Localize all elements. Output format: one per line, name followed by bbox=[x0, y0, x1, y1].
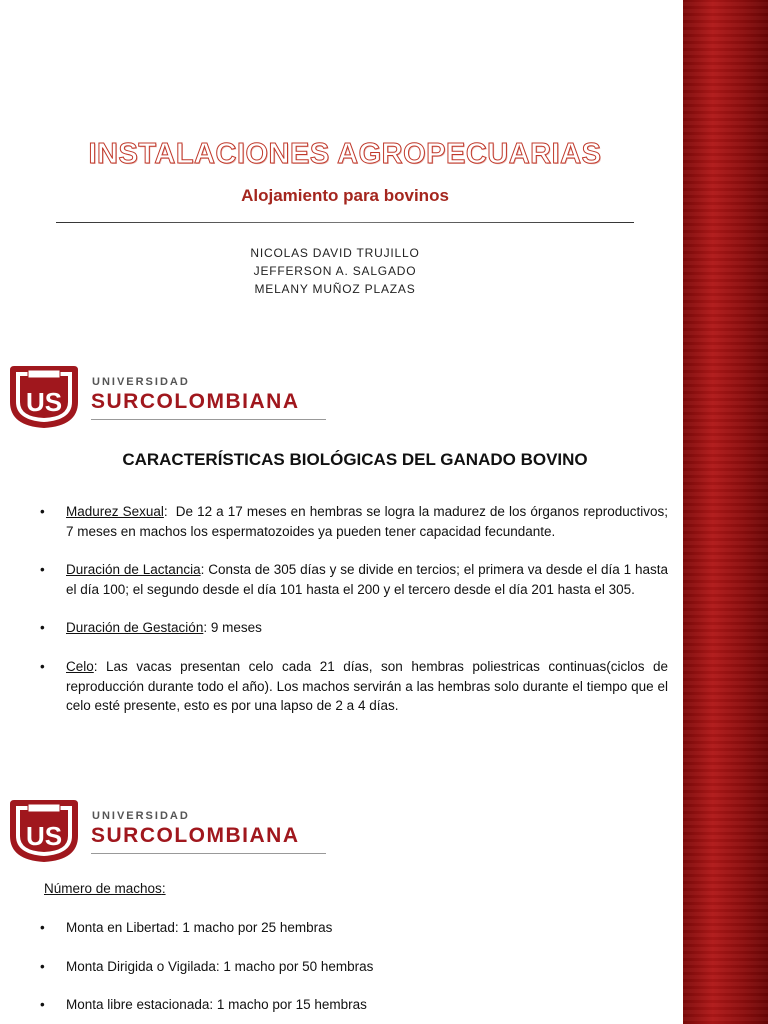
machos-heading bbox=[44, 881, 166, 896]
list-item bbox=[40, 995, 668, 1015]
item-term: Duración de Lactancia bbox=[66, 562, 201, 578]
item-text: De 12 a 17 meses en hembras se logra la madurez de los órganos reproductivos; 7 meses en machos los espermatozoides ya pueden tener capacidad fecundante. bbox=[66, 504, 672, 539]
university-emblem-icon bbox=[4, 362, 84, 432]
list-item bbox=[40, 618, 668, 638]
item-text: Monta en Libertad: 1 macho por 25 hembras bbox=[66, 920, 333, 935]
item-sep: : bbox=[203, 620, 208, 636]
logo-surcolombiana-text: SURCOLOMBIANA bbox=[91, 824, 300, 847]
item-sep: : bbox=[200, 562, 205, 578]
author-name: NICOLAS DAVID TRUJILLO bbox=[250, 246, 420, 260]
item-term: Celo bbox=[66, 658, 94, 674]
item-text: Las vacas presentan celo cada 21 días, son hembras poliestricas continuas(ciclos de reproducción durante todo el año). Los machos servirán a las hembras solo durante el tiempo que el celo esté presente, esto es por una lapso de 2 a 4 días. bbox=[66, 658, 668, 714]
logo-underline bbox=[91, 419, 326, 420]
university-logo bbox=[4, 362, 334, 432]
emblem-letters: US bbox=[25, 821, 63, 851]
item-term: Duración de Gestación bbox=[66, 620, 204, 636]
page-subtitle: Alojamiento para bovinos bbox=[241, 186, 449, 205]
bullet-icon: • bbox=[40, 658, 45, 674]
item-text: 9 meses bbox=[207, 620, 262, 636]
bullet-icon: • bbox=[40, 958, 45, 974]
bullet-icon: • bbox=[40, 620, 45, 636]
item-text: Monta Dirigida o Vigilada: 1 macho por 50 hembras bbox=[66, 958, 374, 974]
bullet-icon: • bbox=[40, 562, 45, 578]
characteristics-list bbox=[40, 502, 672, 716]
item-sep: : bbox=[93, 658, 98, 674]
bullet-icon: • bbox=[40, 504, 45, 519]
logo-universidad-text: UNIVERSIDAD bbox=[92, 376, 190, 388]
university-logo bbox=[4, 796, 334, 866]
author-name: MELANY MUÑOZ PLAZAS bbox=[254, 282, 416, 296]
machos-heading-text: Número de machos bbox=[44, 881, 162, 896]
title-divider bbox=[56, 222, 634, 223]
bullet-icon: • bbox=[40, 920, 45, 935]
university-emblem-icon bbox=[4, 796, 84, 866]
list-item bbox=[40, 657, 668, 716]
logo-surcolombiana-text: SURCOLOMBIANA bbox=[91, 390, 300, 413]
authors-list bbox=[0, 244, 670, 298]
machos-list bbox=[40, 918, 668, 1015]
list-item bbox=[40, 918, 668, 938]
item-term: Madurez Sexual bbox=[66, 504, 164, 519]
list-item bbox=[40, 957, 668, 977]
section-title: CARACTERÍSTICAS BIOLÓGICAS DEL GANADO BOVINO bbox=[122, 450, 588, 469]
list-item bbox=[40, 560, 668, 599]
item-text: Monta libre estacionada: 1 macho por 15 hembras bbox=[66, 997, 367, 1013]
item-sep: : bbox=[163, 504, 168, 519]
page-title: INSTALACIONES AGROPECUARIAS bbox=[88, 138, 602, 170]
author-name: JEFFERSON A. SALGADO bbox=[253, 264, 417, 278]
list-item bbox=[40, 502, 672, 541]
item-text: Consta de 305 días y se divide en tercios; el primera va desde el día 1 hasta el día 100; el segundo desde el día 101 hasta el 200 y el tercero desde el día 201 hasta el 305. bbox=[66, 562, 668, 597]
machos-heading-sep: : bbox=[161, 881, 166, 896]
emblem-letters: US bbox=[25, 387, 63, 417]
bullet-icon: • bbox=[40, 997, 45, 1013]
decorative-red-sidebar bbox=[683, 0, 768, 1024]
logo-universidad-text: UNIVERSIDAD bbox=[92, 810, 190, 822]
logo-underline bbox=[91, 853, 326, 854]
